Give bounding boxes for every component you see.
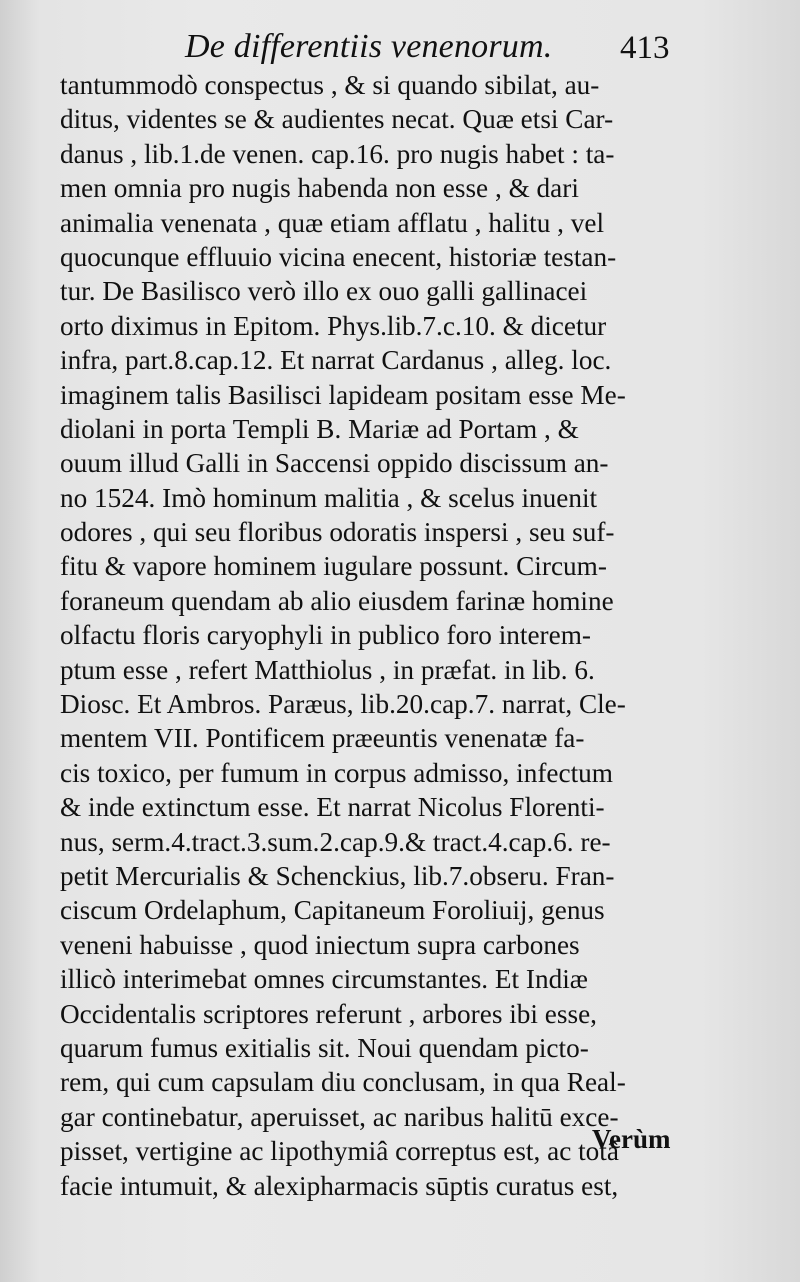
- text-line: rem, qui cum capsulam diu conclusam, in qua Real-: [60, 1066, 626, 1098]
- text-line: diolani in porta Templi B. Mariæ ad Portam , &: [60, 412, 579, 444]
- text-line: Occidentalis scriptores referunt , arbores ibi esse,: [60, 997, 597, 1029]
- text-line: nus, serm.4.tract.3.sum.2.cap.9.& tract.4.cap.6. re-: [60, 825, 611, 857]
- text-line: Diosc. Et Ambros. Paræus, lib.20.cap.7. narrat, Cle-: [60, 688, 626, 720]
- text-line: veneni habuisse , quod iniectum supra carbones: [60, 928, 580, 960]
- text-line: olfactu floris caryophyli in publico foro interem-: [60, 619, 591, 651]
- text-line: no 1524. Imò hominum malitia , & scelus inuenit: [60, 481, 598, 513]
- text-line: ouum illud Galli in Saccensi oppido discissum an-: [60, 447, 609, 479]
- text-line: orto diximus in Epitom. Phys.lib.7.c.10. & dicetur: [60, 309, 607, 341]
- page-header: [0, 28, 800, 72]
- text-line: men omnia pro nugis habenda non esse , & dari: [60, 172, 579, 204]
- text-line: petit Mercurialis & Schenckius, lib.7.obseru. Fran-: [60, 859, 615, 891]
- text-line: tantummodò conspectus , & si quando sibilat, au-: [60, 69, 600, 100]
- text-line: tur. De Basilisco verò illo ex ouo galli gallinacei: [60, 275, 588, 307]
- text-line: illicò interimebat omnes circumstantes. Et Indiæ: [60, 963, 588, 995]
- text-line: & inde extinctum esse. Et narrat Nicolus Florenti-: [60, 791, 605, 823]
- text-line: fitu & vapore hominem iugulare possunt. Circum-: [60, 550, 607, 582]
- text-line: cis toxico, per fumum in corpus admisso, infectum: [60, 756, 613, 788]
- text-line: mentem VII. Pontificem præeuntis venenatæ fa-: [60, 722, 585, 754]
- page-number: 413: [620, 30, 670, 66]
- text-line: infra, part.8.cap.12. Et narrat Cardanus , alleg. loc.: [60, 344, 612, 376]
- text-line: quocunque effluuio vicina enecent, historiæ testan-: [60, 240, 617, 272]
- text-line: ptum esse , refert Matthiolus , in præfat. in lib. 6.: [60, 653, 595, 685]
- text-line: ditus, videntes se & audientes necat. Quæ etsi Car-: [60, 103, 614, 135]
- catchword: Verùm: [592, 1124, 671, 1154]
- body-text: [60, 68, 688, 1203]
- running-title: De differentiis venenorum.: [185, 28, 553, 65]
- text-line: ciscum Ordelaphum, Capitaneum Foroliuij, genus: [60, 894, 605, 926]
- text-line: imaginem talis Basilisci lapideam positam esse Me-: [60, 378, 626, 410]
- text-line: gar continebatur, aperuisset, ac naribus halitū exce-: [60, 1100, 619, 1132]
- text-line: odores , qui seu floribus odoratis inspersi , seu suf-: [60, 516, 615, 548]
- text-line: facie intumuit, & alexipharmacis sūptis curatus est,: [60, 1169, 619, 1201]
- text-line: foraneum quendam ab alio eiusdem farinæ homine: [60, 584, 614, 616]
- text-line: quarum fumus exitialis sit. Noui quendam picto-: [60, 1031, 589, 1063]
- text-line: pisset, vertigine ac lipothymiâ correptus est, ac totâ: [60, 1135, 619, 1167]
- text-line: animalia venenata , quæ etiam afflatu , halitu , vel: [60, 206, 605, 238]
- text-line: danus , lib.1.de venen. cap.16. pro nugis habet : ta-: [60, 137, 615, 169]
